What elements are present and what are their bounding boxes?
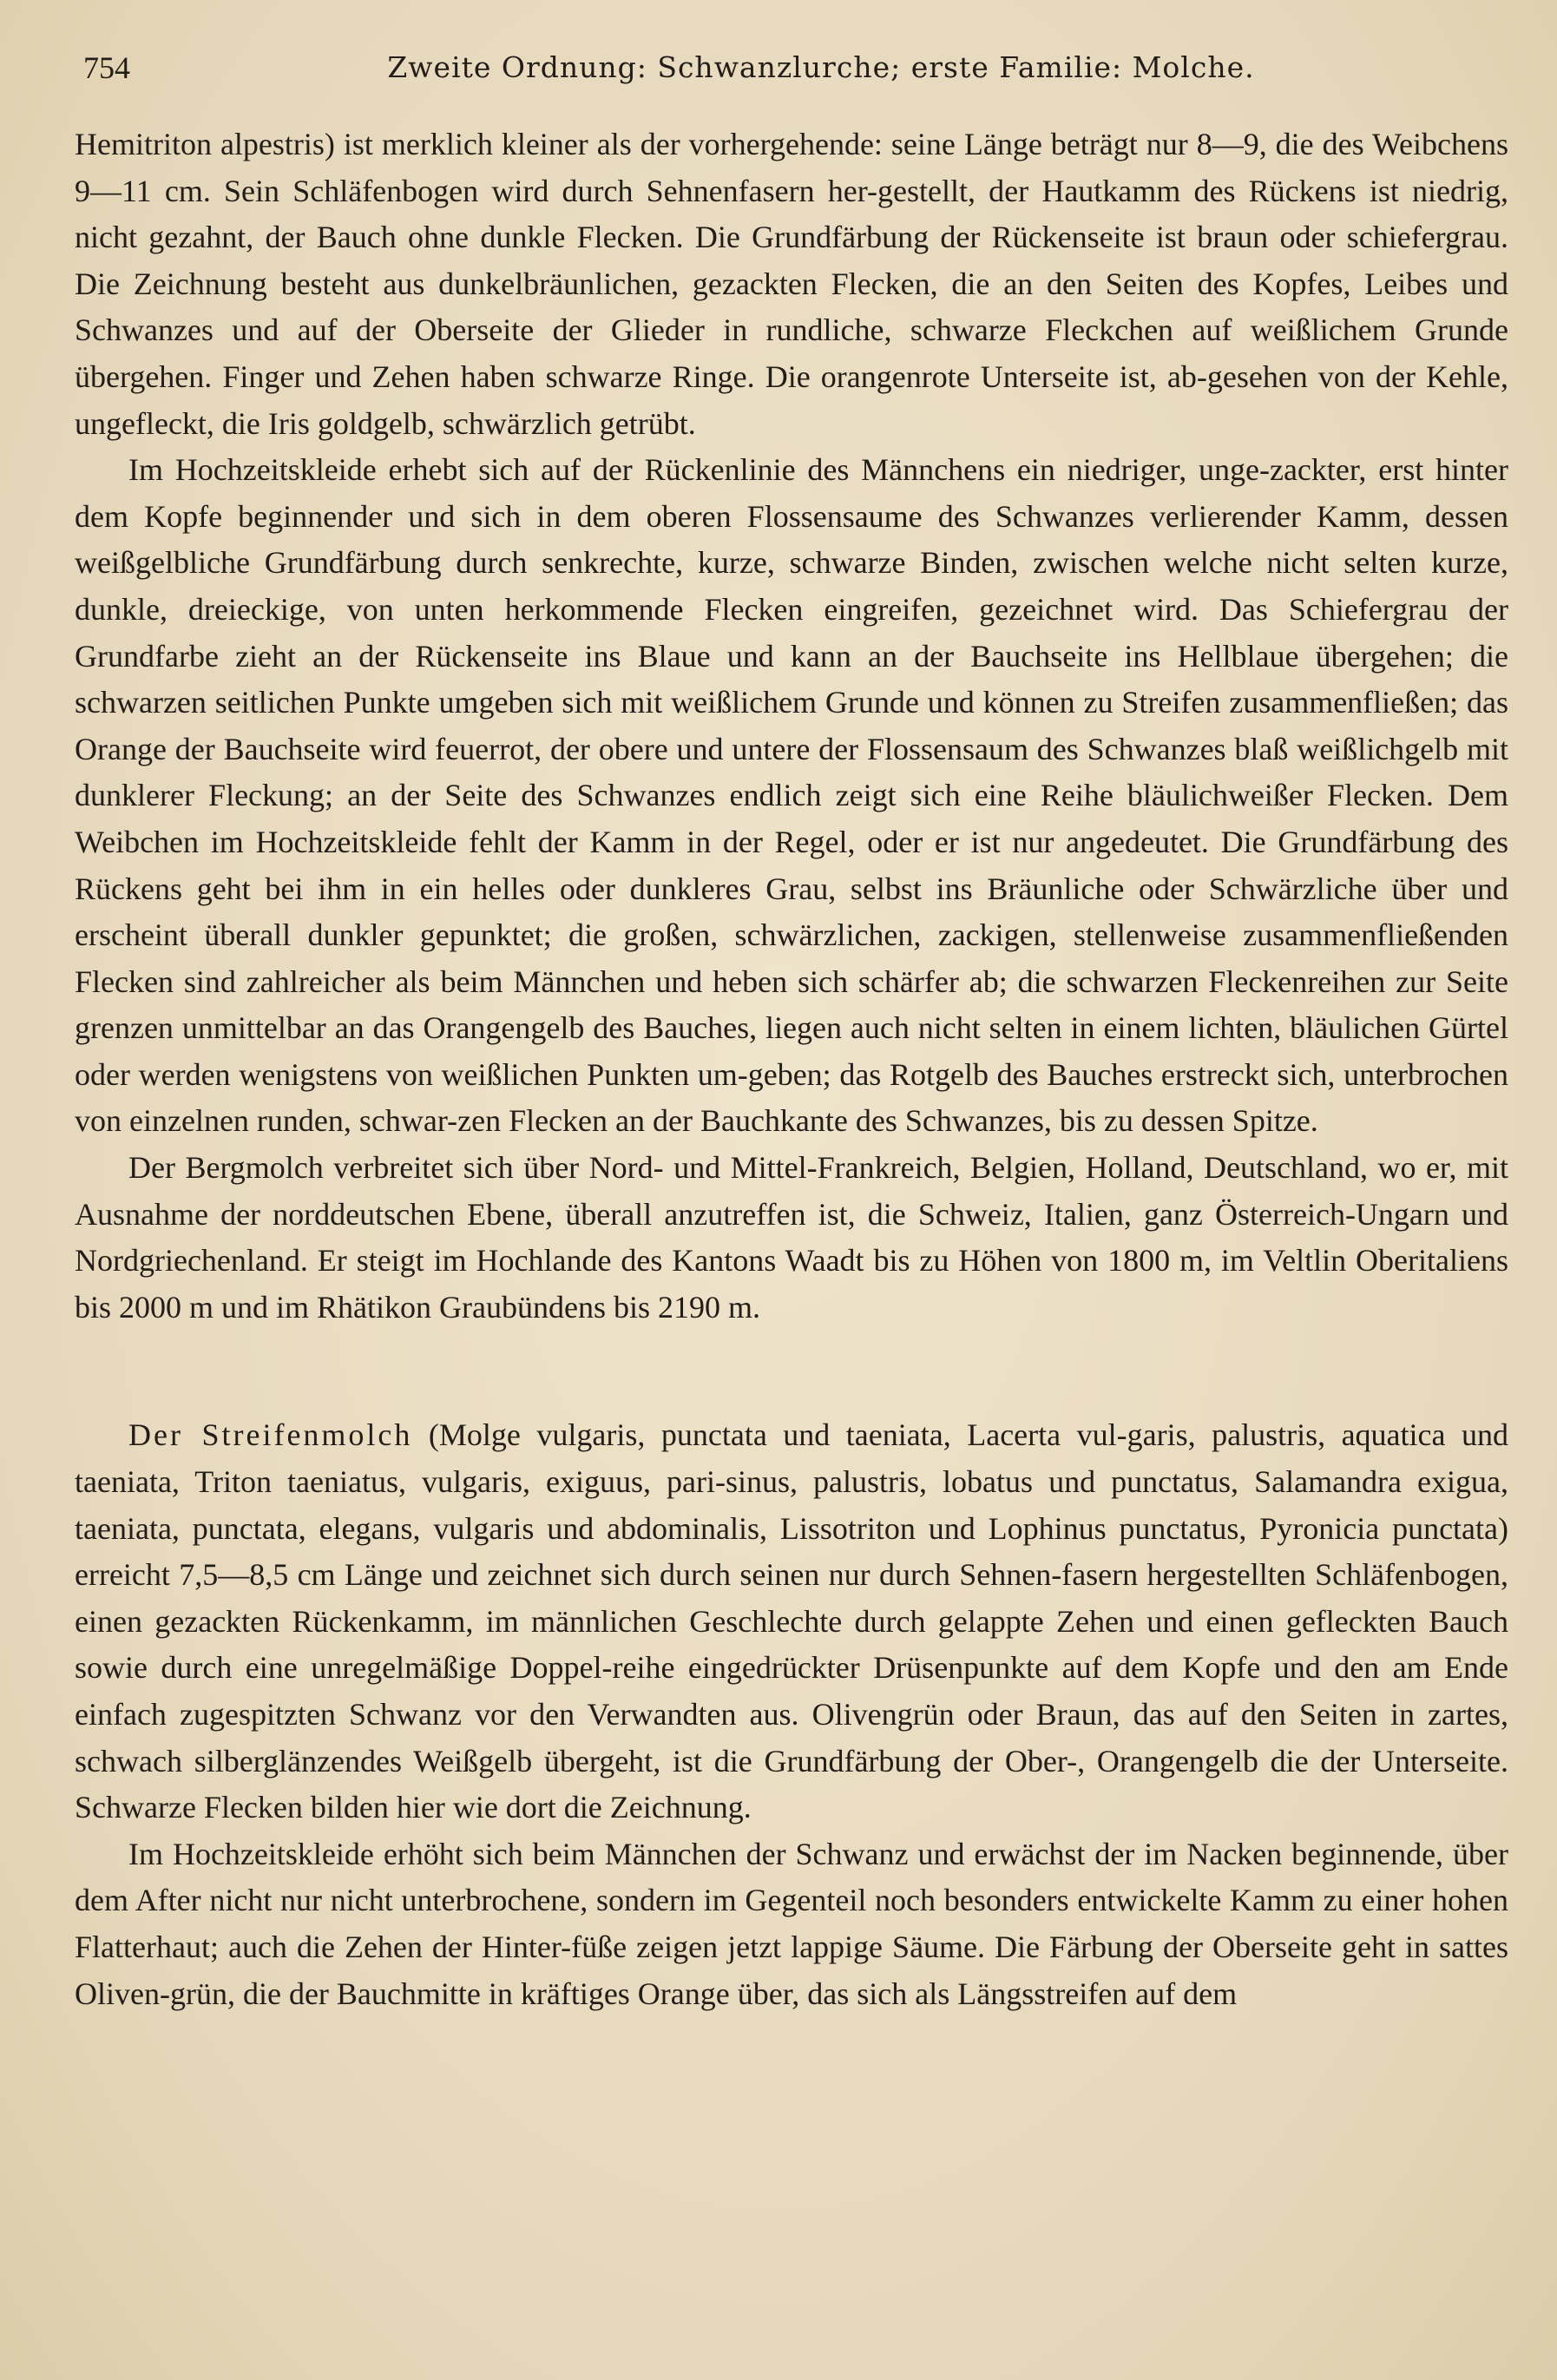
species-name-lead: Der Streifenmolch — [128, 1417, 413, 1453]
page-number: 754 — [83, 50, 130, 85]
paragraph-5: Im Hochzeitskleide erhöht sich beim Männchen der Schwanz und erwächst der im Nacken beginnende, über dem After nicht nur nicht unterbrochene, sondern im Gegenteil noch besonders entwickelte Kamm zu einer hohen Flatterhaut; auch die Zehen der Hinter-füße zeigen jetzt lappige Säume. Die Färbung der Oberseite geht in sattes Oliven-grün, die der Bauchmitte in kräftiges Orange über, das sich als Längsstreifen auf dem — [75, 1836, 1508, 2011]
body-text — [75, 122, 1508, 2017]
paragraph-3: Der Bergmolch verbreitet sich über Nord- und Mittel-Frankreich, Belgien, Holland, Deutschland, wo er, mit Ausnahme der norddeutschen Ebene, überall anzutreffen ist, die Schweiz, Italien, ganz Österreich-Ungarn und Nordgriechenland. Er steigt im Hochlande des Kantons Waadt bis zu Höhen von 1800 m, im Veltlin Oberitaliens bis 2000 m und im Rhätikon Graubündens bis 2190 m. — [75, 1150, 1508, 1325]
paragraph-4-text: (Molge vulgaris, punctata und taeniata, Lacerta vul-garis, palustris, aquatica und taeniata, Triton taeniatus, vulgaris, exiguus, pari-sinus, palustris, lobatus und punctatus, Salamandra exigua, taeniata, punctata, elegans, vulgaris und abdominalis, Lissotriton und Lophinus punctatus, Pyronicia punctata) erreicht 7,5—8,5 cm Länge und zeichnet sich durch seinen nur durch Sehnen-fasern hergestellten Schläfenbogen, einen gezackten Rückenkamm, im männlichen Geschlechte durch gelappte Zehen und einen gefleckten Bauch sowie durch eine unregelmäßige Doppel-reihe eingedrückter Drüsenpunkte auf dem Kopfe und den am Ende einfach zugespitzten Schwanz vor den Verwandten aus. Olivengrün oder Braun, das auf den Seiten in zartes, schwach silberglänzendes Weißgelb übergeht, ist die Grundfärbung der Ober-, Orangengelb die der Unterseite. Schwarze Flecken bilden hier wie dort die Zeichnung. — [75, 1417, 1508, 1825]
running-title: Zweite Ordnung: Schwanzlurche; erste Familie: Molche. — [387, 50, 1255, 84]
paragraph-4 — [75, 1412, 1508, 1831]
paragraph-1: Hemitriton alpestris) ist merklich kleiner als der vorhergehende: seine Länge beträgt nur 8—9, die des Weibchens 9—11 cm. Sein Schläfenbogen wird durch Sehnenfasern her-gestellt, der Hautkamm des Rückens ist niedrig, nicht gezahnt, der Bauch ohne dunkle Flecken. Die Grundfärbung der Rückenseite ist braun oder schiefergrau. Die Zeichnung besteht aus dunkelbräunlichen, gezackten Flecken, die an den Seiten des Kopfes, Leibes und Schwanzes und auf der Oberseite der Glieder in rundliche, schwarze Fleckchen auf weißlichem Grunde übergehen. Finger und Zehen haben schwarze Ringe. Die orangenrote Unterseite ist, ab-gesehen von der Kehle, ungefleckt, die Iris goldgelb, schwärzlich getrübt. — [75, 127, 1508, 441]
page-header — [83, 45, 1507, 90]
paragraph-2: Im Hochzeitskleide erhebt sich auf der Rückenlinie des Männchens ein niedriger, unge-zackter, erst hinter dem Kopfe beginnender und sich in dem oberen Flossensaume des Schwanzes verlierender Kamm, dessen weißgelbliche Grundfärbung durch senkrechte, kurze, schwarze Binden, zwischen welche nicht selten kurze, dunkle, dreieckige, von unten herkommende Flecken eingreifen, gezeichnet wird. Das Schiefergrau der Grundfarbe zieht an der Rückenseite ins Blaue und kann an der Bauchseite ins Hellblaue übergehen; die schwarzen seitlichen Punkte umgeben sich mit weißlichem Grunde und können zu Streifen zusammenfließen; das Orange der Bauchseite wird feuerrot, der obere und untere der Flossensaum des Schwanzes blaß weißlichgelb mit dunklerer Fleckung; an der Seite des Schwanzes endlich zeigt sich eine Reihe bläulichweißer Flecken. Dem Weibchen im Hochzeitskleide fehlt der Kamm in der Regel, oder er ist nur angedeutet. Die Grundfärbung des Rückens geht bei ihm in ein helles oder dunkleres Grau, selbst ins Bräunliche oder Schwärzliche über und erscheint überall dunkler gepunktet; die großen, schwärzlichen, zackigen, stellenweise zusammenfließenden Flecken sind zahlreicher als beim Männchen und heben sich schärfer ab; die schwarzen Fleckenreihen zur Seite grenzen unmittelbar an das Orangengelb des Bauches, liegen auch nicht selten in einem lichten, bläulichen Gürtel oder werden wenigstens von weißlichen Punkten um-geben; das Rotgelb des Bauches erstreckt sich, unterbrochen von einzelnen runden, schwar-zen Flecken an der Bauchkante des Schwanzes, bis zu dessen Spitze. — [75, 452, 1508, 1139]
